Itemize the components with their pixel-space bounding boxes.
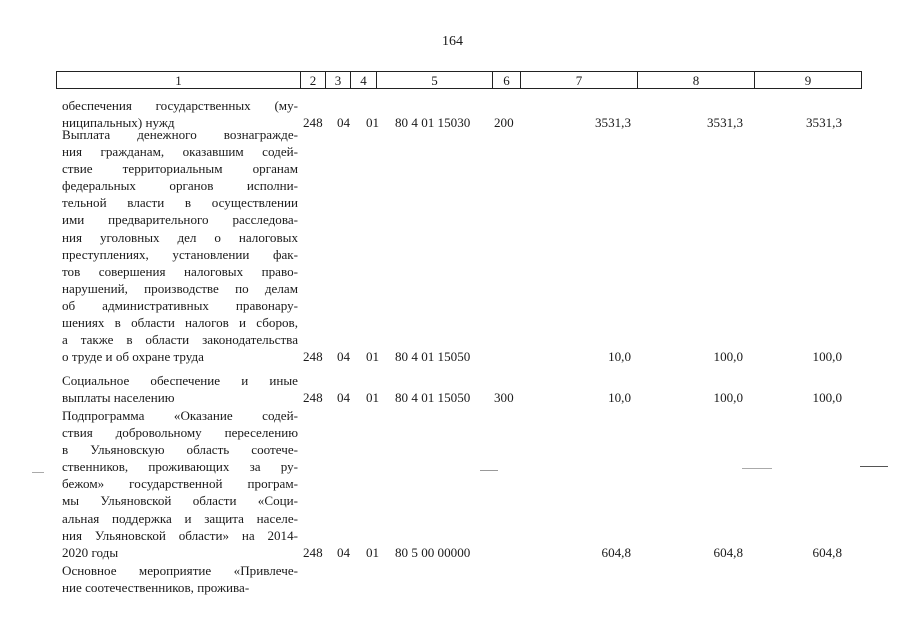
description-line: ния гражданам, оказавшим содей- xyxy=(62,144,298,160)
description-line: ствия добровольному переселению xyxy=(62,425,298,441)
header-col-8: 8 xyxy=(637,72,754,88)
description-line: альная поддержка и защита населе- xyxy=(62,510,298,526)
header-col-2: 2 xyxy=(300,72,325,88)
description-line: 2020 годы xyxy=(62,544,119,560)
cell-col-2: 248 xyxy=(303,544,323,560)
scan-mark xyxy=(480,470,498,471)
table-header-row xyxy=(56,71,862,89)
cell-col-2: 248 xyxy=(303,349,323,365)
page-number: 164 xyxy=(442,34,463,49)
cell-col-6: 300 xyxy=(494,390,514,406)
scan-mark xyxy=(860,466,888,467)
description-line: ственников, проживающих за ру- xyxy=(62,459,298,475)
header-col-4: 4 xyxy=(350,72,376,88)
cell-col-4: 01 xyxy=(366,115,380,131)
cell-col-8: 100,0 xyxy=(713,390,743,406)
description-line: а также в области законодательства xyxy=(62,332,298,348)
cell-col-8: 100,0 xyxy=(713,349,743,365)
description-line: шениях в области налогов и сборов, xyxy=(62,315,298,331)
row-description xyxy=(62,562,298,596)
description-line: обеспечения государственных (му- xyxy=(62,98,298,113)
description-line: тов совершения налоговых право- xyxy=(62,263,298,279)
row-description xyxy=(62,126,298,365)
cell-col-2: 248 xyxy=(303,390,323,406)
cell-col-7: 10,0 xyxy=(608,349,631,365)
scan-mark xyxy=(742,468,772,469)
cell-col-4: 01 xyxy=(366,390,380,406)
cell-col-2: 248 xyxy=(303,115,323,131)
header-col-3: 3 xyxy=(325,72,350,88)
description-line: мы Ульяновской области «Соци- xyxy=(62,493,298,509)
description-line: выплаты населению xyxy=(62,390,175,406)
cell-col-4: 01 xyxy=(366,544,380,560)
description-line: о труде и об охране труда xyxy=(62,349,204,365)
description-line: ниципальных) нужд xyxy=(62,115,175,131)
cell-col-9: 604,8 xyxy=(812,544,842,560)
cell-col-5: 80 4 01 15050 xyxy=(395,390,471,406)
description-line: бежом» государственной програм- xyxy=(62,476,298,492)
header-col-6: 6 xyxy=(492,72,520,88)
header-col-1: 1 xyxy=(175,73,182,88)
description-line: тельной власти в осуществлении xyxy=(62,195,298,211)
description-line: Социальное обеспечение и иные xyxy=(62,373,298,388)
cell-col-8: 3531,3 xyxy=(706,115,743,131)
description-line: ния Ульяновской области» на 2014- xyxy=(62,527,298,543)
row-description xyxy=(62,407,298,561)
description-line: Подпрограмма «Оказание содей- xyxy=(62,408,298,423)
cell-col-7: 604,8 xyxy=(601,544,631,560)
cell-col-6: 200 xyxy=(494,115,514,131)
description-line: Выплата денежного вознагражде- xyxy=(62,127,298,142)
header-col-7: 7 xyxy=(520,72,637,88)
cell-col-7: 3531,3 xyxy=(594,115,631,131)
row-description xyxy=(62,372,298,406)
description-line: ния уголовных дел о налоговых xyxy=(62,229,298,245)
description-line: ими предварительного расследова- xyxy=(62,212,298,228)
description-line: преступлениях, установлении фак- xyxy=(62,246,298,262)
description-line: федеральных органов исполни- xyxy=(62,178,298,194)
description-line: ствие территориальным органам xyxy=(62,161,298,177)
header-col-9: 9 xyxy=(754,72,861,88)
cell-col-4: 01 xyxy=(366,349,380,365)
cell-col-9: 100,0 xyxy=(812,349,842,365)
scan-mark xyxy=(32,472,44,473)
description-line: в Ульяновскую область соотече- xyxy=(62,442,298,458)
cell-col-3: 04 xyxy=(337,544,351,560)
cell-col-5: 80 5 00 00000 xyxy=(395,544,471,560)
cell-col-3: 04 xyxy=(337,390,351,406)
cell-col-8: 604,8 xyxy=(713,544,743,560)
description-line: об административных правонару- xyxy=(62,297,298,313)
cell-col-9: 3531,3 xyxy=(805,115,842,131)
cell-col-7: 10,0 xyxy=(608,390,631,406)
cell-col-5: 80 4 01 15050 xyxy=(395,349,471,365)
cell-col-3: 04 xyxy=(337,115,351,131)
description-line: Основное мероприятие «Привлече- xyxy=(62,563,298,578)
cell-col-5: 80 4 01 15030 xyxy=(395,115,471,131)
cell-col-3: 04 xyxy=(337,349,351,365)
description-line: нарушений, производстве по делам xyxy=(62,280,298,296)
cell-col-9: 100,0 xyxy=(812,390,842,406)
header-col-5: 5 xyxy=(376,72,492,88)
description-line: ние соотечественников, прожива- xyxy=(62,580,250,596)
